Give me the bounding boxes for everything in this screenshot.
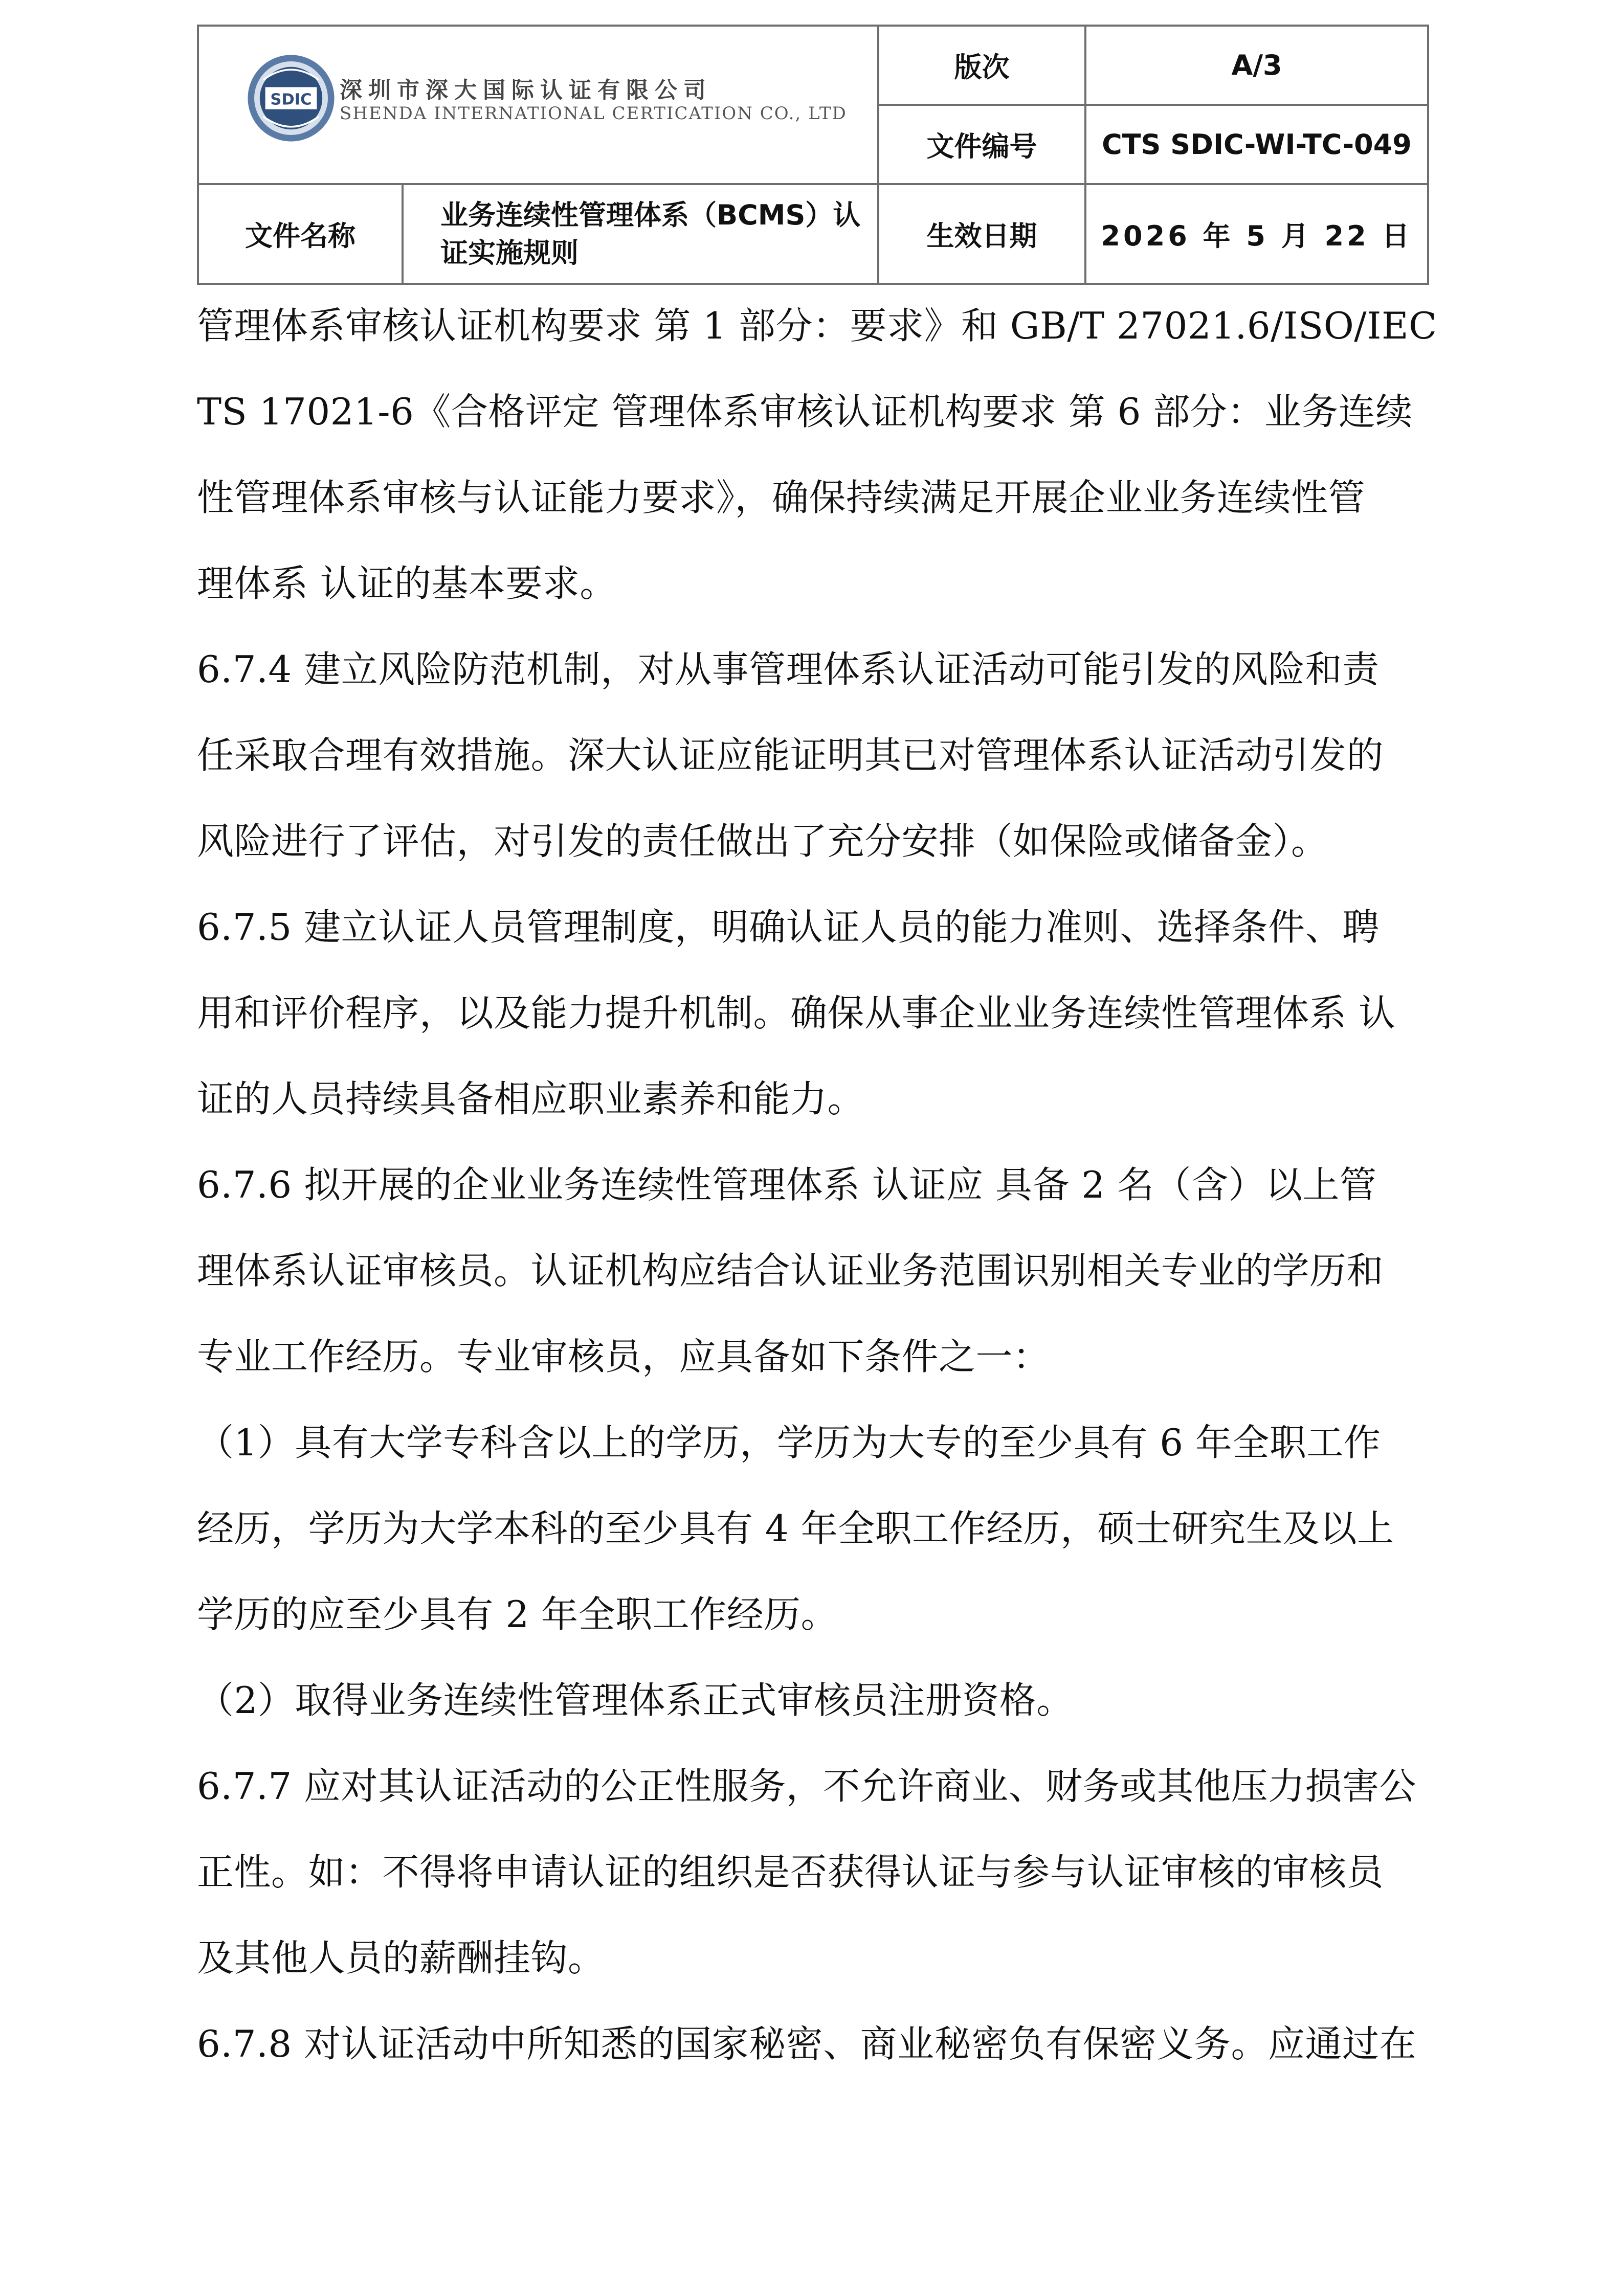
body-line: 6.7.4 建立风险防范机制，对从事管理体系认证活动可能引发的风险和责 <box>197 648 1380 691</box>
body-line: 证的人员持续具备相应职业素养和能力。 <box>197 1077 865 1120</box>
body-line: 性管理体系审核与认证能力要求》，确保持续满足开展企业业务连续性管 <box>197 476 1366 519</box>
body-line: 经历，学历为大学本科的至少具有 4 年全职工作经历，硕士研究生及以上 <box>197 1507 1394 1550</box>
company-logo-cell <box>198 26 878 184</box>
version-value: A/3 <box>1085 26 1428 105</box>
body-line: 6.7.8 对认证活动中所知悉的国家秘密、商业秘密负有保密义务。应通过在 <box>197 2022 1417 2065</box>
body-line: 正性。如：不得将申请认证的组织是否获得认证与参与认证审核的审核员 <box>197 1851 1384 1894</box>
company-seal-logo-icon <box>245 52 337 144</box>
version-label: 版次 <box>878 26 1085 105</box>
company-name-en: SHENDA INTERNATIONAL CERTICATION CO., LTD <box>340 103 847 124</box>
body-line: 及其他人员的薪酬挂钩。 <box>197 1937 605 1979</box>
body-line: TS 17021-6《合格评定 管理体系审核认证机构要求 第 6 部分：业务连续 <box>197 390 1413 433</box>
document-body <box>197 283 1435 2087</box>
body-line: 理体系 认证的基本要求。 <box>197 562 617 605</box>
body-line: 学历的应至少具有 2 年全职工作经历。 <box>197 1593 838 1636</box>
document-header-table <box>197 25 1429 285</box>
body-line: 理体系认证审核员。认证机构应结合认证业务范围识别相关专业的学历和 <box>197 1249 1384 1292</box>
doc-name-label: 文件名称 <box>198 184 403 284</box>
doc-no-value: CTS SDIC-WI-TC-049 <box>1085 105 1428 184</box>
body-line: 管理体系审核认证机构要求 第 1 部分：要求》和 GB/T 27021.6/ISO/IEC <box>197 304 1437 347</box>
body-line: 风险进行了评估，对引发的责任做出了充分安排（如保险或储备金）。 <box>197 820 1328 863</box>
company-name-cn: 深圳市深大国际认证有限公司 <box>340 77 712 103</box>
body-line: 6.7.5 建立认证人员管理制度，明确认证人员的能力准则、选择条件、聘 <box>197 906 1380 949</box>
doc-name-value: 业务连续性管理体系（BCMS）认证实施规则 <box>403 184 878 284</box>
effective-date-value: 2026 年 5 月 22 日 <box>1085 184 1428 284</box>
body-line: （1）具有大学专科含以上的学历，学历为大专的至少具有 6 年全职工作 <box>197 1421 1381 1464</box>
body-line: （2）取得业务连续性管理体系正式审核员注册资格。 <box>197 1679 1074 1722</box>
body-line: 6.7.6 拟开展的企业业务连续性管理体系 认证应 具备 2 名（含）以上管 <box>197 1163 1377 1206</box>
body-line: 任采取合理有效措施。深大认证应能证明其已对管理体系认证活动引发的 <box>197 734 1384 777</box>
logo-text: SDIC <box>270 91 312 109</box>
body-line: 专业工作经历。专业审核员，应具备如下条件之一： <box>197 1335 1050 1378</box>
doc-no-label: 文件编号 <box>878 105 1085 184</box>
body-line: 用和评价程序，以及能力提升机制。确保从事企业业务连续性管理体系 认 <box>197 992 1396 1034</box>
effective-date-label: 生效日期 <box>878 184 1085 284</box>
body-line: 6.7.7 应对其认证活动的公正性服务，不允许商业、财务或其他压力损害公 <box>197 1765 1417 1808</box>
